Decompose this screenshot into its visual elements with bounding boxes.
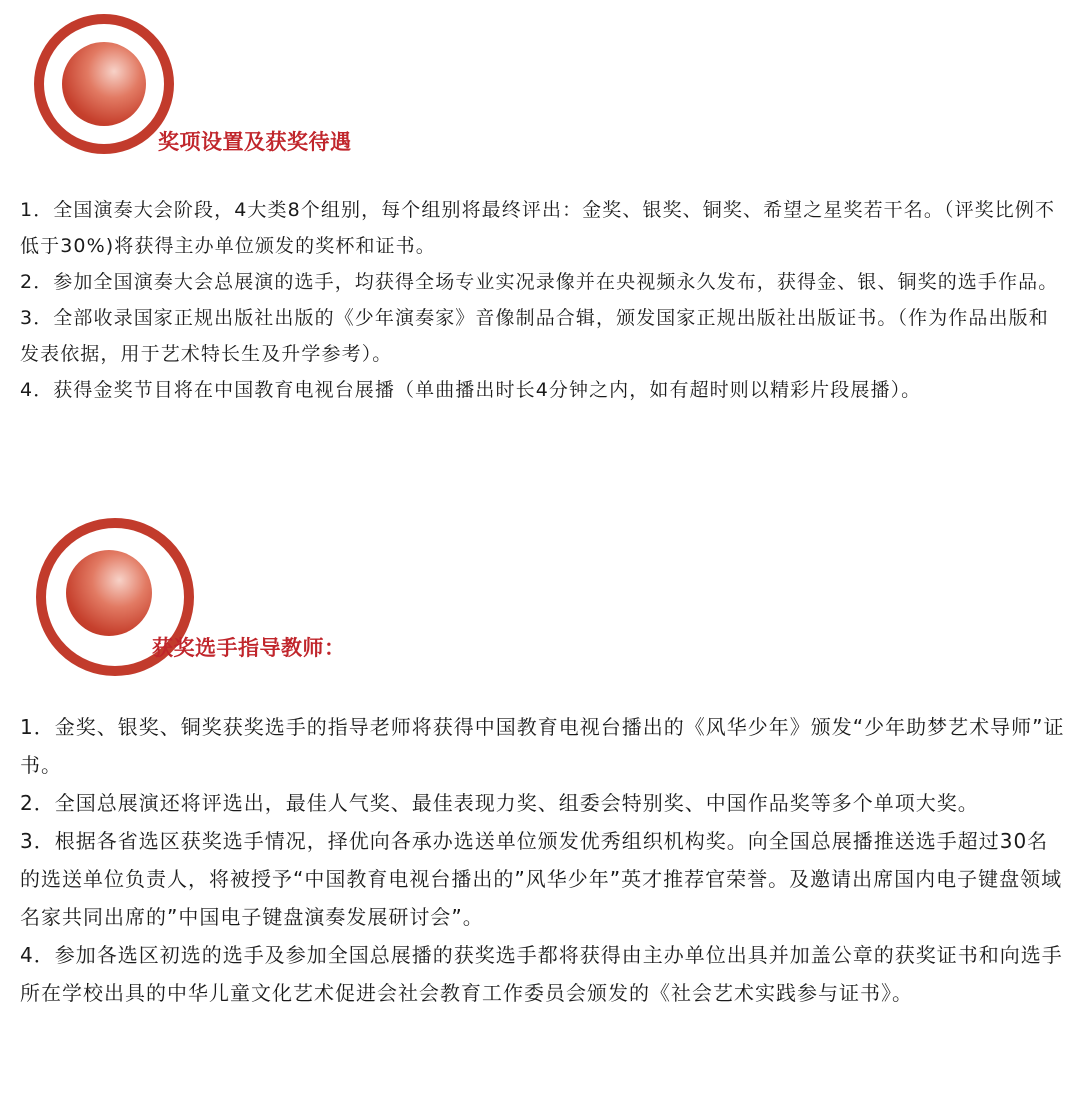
circle-badge-icon	[34, 14, 174, 154]
circle-badge-inner	[62, 42, 146, 126]
list-item: 3．全部收录国家正规出版社出版的《少年演奏家》音像制品合辑，颁发国家正规出版社出版证书。（作为作品出版和发表依据，用于艺术特长生及升学参考）。	[20, 307, 1049, 365]
list-item: 1．金奖、银奖、铜奖获奖选手的指导老师将获得中国教育电视台播出的《风华少年》颁发“少年助梦艺术导师”证书。	[20, 715, 1065, 777]
section-instructors	[0, 518, 1090, 1005]
list-item: 2．参加全国演奏大会总展演的选手，均获得全场专业实况录像并在央视频永久发布，获得金、银、铜奖的选手作品。	[20, 271, 1059, 293]
list-item: 1．全国演奏大会阶段，4大类8个组别，每个组别将最终评出：金奖、银奖、铜奖、希望之星奖若干名。（评奖比例不低于30%)将获得主办单位颁发的奖杯和证书。	[20, 199, 1056, 257]
section-title: 奖项设置及获奖待遇	[158, 130, 352, 154]
list-item: 4．参加各选区初选的选手及参加全国总展播的获奖选手都将获得由主办单位出具并加盖公章的获奖证书和向选手所在学校出具的中华儿童文化艺术促进会社会教育工作委员会颁发的《社会艺术实践参与证书》。	[20, 943, 1063, 1005]
section-heading-awards	[0, 0, 1090, 170]
section-awards	[0, 0, 1090, 401]
circle-badge-inner	[66, 550, 152, 636]
list-item: 2．全国总展演还将评选出，最佳人气奖、最佳表现力奖、组委会特别奖、中国作品奖等多个单项大奖。	[20, 791, 979, 815]
awards-list	[20, 192, 1068, 408]
instructors-list	[20, 708, 1068, 1012]
section-heading-instructors	[0, 518, 1090, 688]
list-item: 3．根据各省选区获奖选手情况，择优向各承办选送单位颁发优秀组织机构奖。向全国总展播推送选手超过30名的选送单位负责人，将被授予“中国教育电视台播出的”风华少年”英才推荐官荣誉。及邀请出席国内电子键盘领域名家共同出席的”中国电子键盘演奏发展研讨会”。	[20, 829, 1063, 929]
section-title: 获奖选手指导教师：	[152, 636, 346, 660]
list-item: 4．获得金奖节目将在中国教育电视台展播（单曲播出时长4分钟之内，如有超时则以精彩片段展播）。	[20, 379, 922, 401]
